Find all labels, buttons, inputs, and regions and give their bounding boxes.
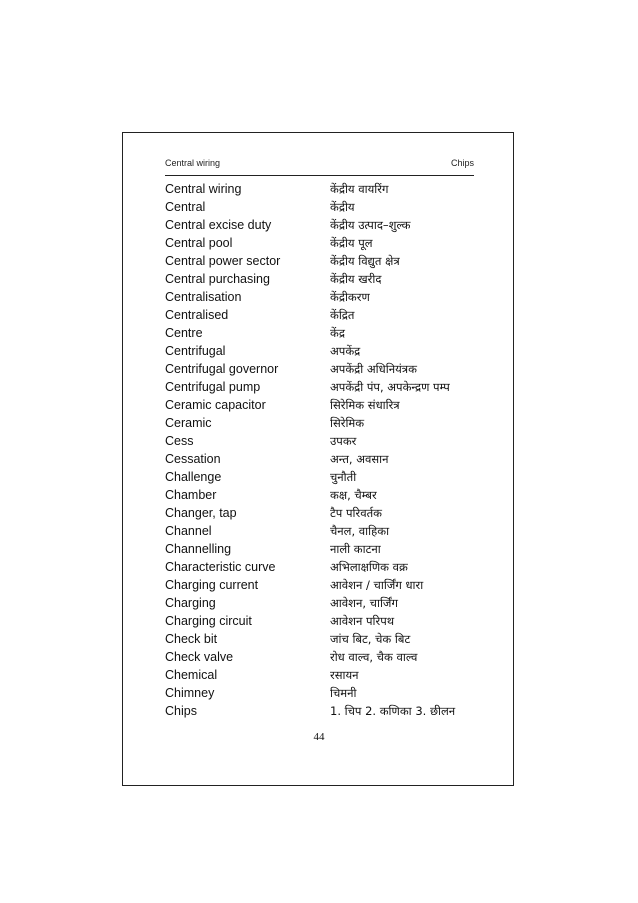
glossary-entry <box>165 594 485 612</box>
glossary-entry <box>165 342 485 360</box>
entry-translation: केंद्रीकरण <box>330 290 370 304</box>
entry-translation: जांच बिट, चेक बिट <box>330 632 411 646</box>
entry-term: Chimney <box>165 686 215 700</box>
entry-translation: चैनल, वाहिका <box>330 524 390 538</box>
entry-term: Centre <box>165 326 203 340</box>
glossary-entry <box>165 504 485 522</box>
entry-term: Ceramic <box>165 416 212 430</box>
entry-term: Charging circuit <box>165 614 252 628</box>
glossary-entry <box>165 558 485 576</box>
glossary-entry <box>165 414 485 432</box>
entry-term: Changer, tap <box>165 506 237 520</box>
entry-translation: 1. चिप 2. कणिका 3. छीलन <box>330 704 456 718</box>
entry-term: Centrifugal governor <box>165 362 279 376</box>
glossary-entry <box>165 360 485 378</box>
entry-term: Central power sector <box>165 254 281 268</box>
entry-translation: सिरेमिक संधारित्र <box>330 398 400 412</box>
glossary-entry <box>165 198 485 216</box>
entry-translation: अपकेंद्री पंप, अपकेन्द्रण पम्प <box>330 380 450 394</box>
entry-term: Central wiring <box>165 182 242 196</box>
entry-translation: चिमनी <box>330 686 357 700</box>
entry-term: Check bit <box>165 632 218 646</box>
glossary-entry <box>165 648 485 666</box>
entry-term: Centralisation <box>165 290 242 304</box>
entry-translation: आवेशन, चार्जिंग <box>330 596 398 610</box>
entry-translation: आवेशन परिपथ <box>330 614 395 628</box>
glossary-list <box>165 180 485 720</box>
glossary-entry <box>165 576 485 594</box>
glossary-entry <box>165 522 485 540</box>
entry-translation: रसायन <box>330 668 359 682</box>
glossary-entry <box>165 702 485 720</box>
entry-translation: केंद्रीय उत्पाद–शुल्क <box>330 218 411 232</box>
entry-term: Check valve <box>165 650 234 664</box>
entry-translation: रोध वाल्व, चैक वाल्व <box>330 650 418 664</box>
header-last-term: Chips <box>450 158 474 168</box>
entry-translation: केंद्रीय वायरिंग <box>330 182 389 196</box>
header-first-term: Central wiring <box>165 158 221 168</box>
entry-term: Cessation <box>165 452 221 466</box>
entry-translation: केंद्रीय पूल <box>330 236 373 250</box>
entry-term: Chips <box>165 704 197 718</box>
entry-term: Centralised <box>165 308 229 322</box>
glossary-entry <box>165 270 485 288</box>
glossary-entry <box>165 486 485 504</box>
glossary-entry <box>165 252 485 270</box>
running-header <box>165 158 474 172</box>
entry-term: Charging <box>165 596 216 610</box>
entry-term: Central purchasing <box>165 272 270 286</box>
entry-translation: अन्त, अवसान <box>330 452 389 466</box>
entry-translation: केंद्रीय विद्युत क्षेत्र <box>330 254 400 268</box>
entry-translation: नाली काटना <box>330 542 381 556</box>
glossary-entry <box>165 216 485 234</box>
glossary-entry <box>165 378 485 396</box>
entry-translation: अभिलाक्षणिक वक्र <box>330 560 408 574</box>
glossary-entry <box>165 288 485 306</box>
entry-term: Ceramic capacitor <box>165 398 266 412</box>
entry-term: Challenge <box>165 470 222 484</box>
entry-term: Channel <box>165 524 212 538</box>
entry-term: Charging current <box>165 578 259 592</box>
page-number: 44 <box>313 731 325 743</box>
entry-translation: चुनौती <box>330 470 357 484</box>
glossary-entry <box>165 630 485 648</box>
entry-term: Channelling <box>165 542 232 556</box>
entry-translation: टैप परिवर्तक <box>330 506 382 520</box>
entry-translation: केंद्र <box>330 326 345 340</box>
glossary-entry <box>165 432 485 450</box>
glossary-entry <box>165 324 485 342</box>
glossary-entry <box>165 540 485 558</box>
glossary-entry <box>165 396 485 414</box>
entry-term: Central excise duty <box>165 218 272 232</box>
entry-translation: आवेशन / चार्जिंग धारा <box>330 578 424 592</box>
header-rule <box>165 175 474 176</box>
glossary-entry <box>165 450 485 468</box>
entry-term: Centrifugal pump <box>165 380 261 394</box>
entry-term: Cess <box>165 434 194 448</box>
entry-translation: उपकर <box>330 434 357 448</box>
entry-term: Characteristic curve <box>165 560 276 574</box>
entry-translation: केंद्रीय <box>330 200 355 214</box>
entry-term: Chemical <box>165 668 218 682</box>
glossary-entry <box>165 684 485 702</box>
entry-term: Central pool <box>165 236 233 250</box>
glossary-entry <box>165 234 485 252</box>
glossary-entry <box>165 666 485 684</box>
entry-translation: अपकेंद्र <box>330 344 361 358</box>
entry-term: Central <box>165 200 206 214</box>
entry-term: Chamber <box>165 488 217 502</box>
glossary-entry <box>165 612 485 630</box>
glossary-entry <box>165 180 485 198</box>
entry-translation: सिरेमिक <box>330 416 365 430</box>
glossary-entry <box>165 468 485 486</box>
entry-translation: कक्ष, चैम्बर <box>330 488 377 502</box>
entry-term: Centrifugal <box>165 344 226 358</box>
entry-translation: केंद्रित <box>330 308 355 322</box>
glossary-entry <box>165 306 485 324</box>
entry-translation: अपकेंद्री अधिनियंत्रक <box>330 362 417 376</box>
entry-translation: केंद्रीय खरीद <box>330 272 382 286</box>
